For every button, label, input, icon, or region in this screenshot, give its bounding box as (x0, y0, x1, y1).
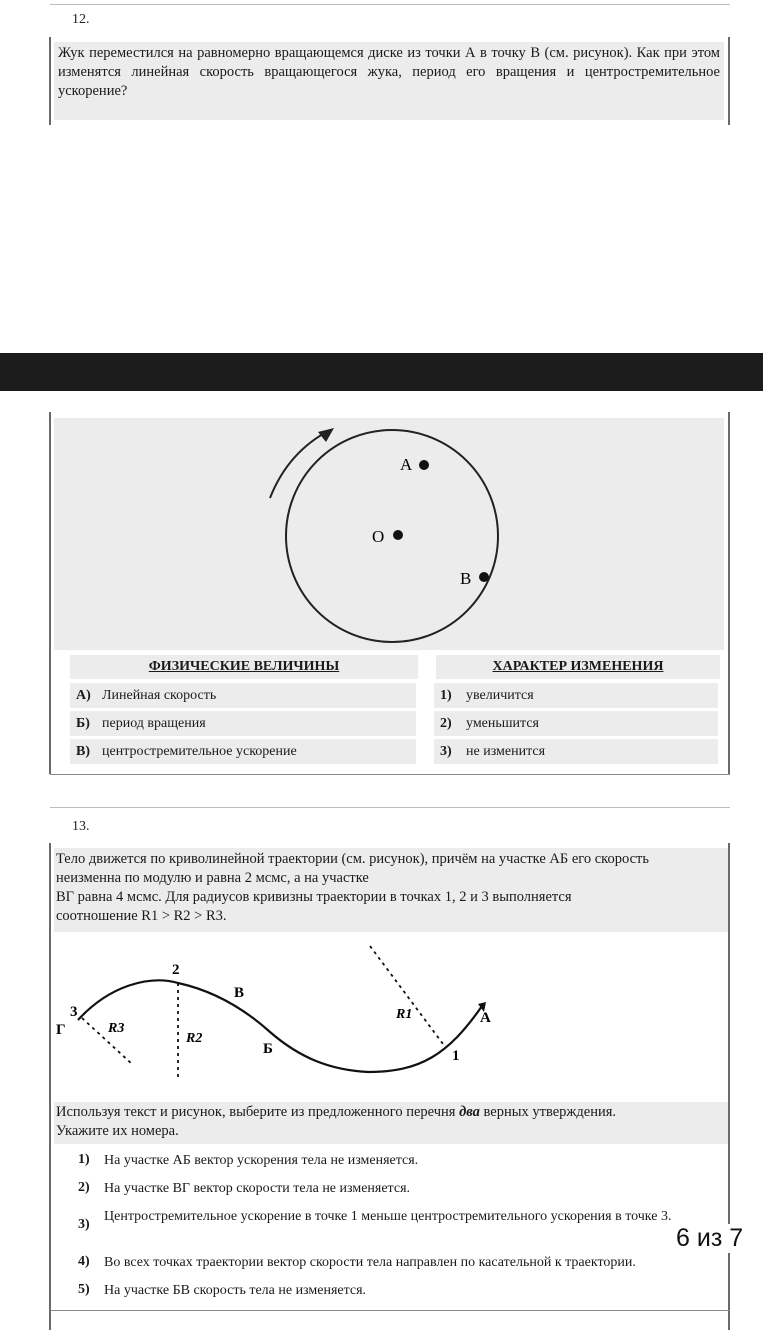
quantity-key: А) (76, 688, 91, 703)
page-indicator: 6 из 7 (672, 1224, 747, 1253)
quantity-text: период вращения (102, 716, 206, 731)
answer-option-1 (56, 1152, 716, 1174)
rotation-arrow (270, 430, 330, 498)
change-row-1 (434, 683, 718, 708)
option-text: На участке ВГ вектор скорости тела не изменяется. (104, 1181, 411, 1196)
change-text: уменьшится (466, 716, 539, 731)
point-b-label: В (460, 569, 472, 588)
table-header-quantities: ФИЗИЧЕСКИЕ ВЕЛИЧИНЫ (70, 655, 418, 679)
point-a-dot (419, 460, 429, 470)
point-2-label: 2 (172, 962, 180, 978)
instruction-post: верных утверждения. (479, 1104, 617, 1120)
option-number: 4) (78, 1254, 90, 1269)
option-number: 5) (78, 1282, 90, 1297)
point-a-label: А (480, 1010, 491, 1026)
quantity-row-a (70, 683, 416, 708)
radius-r3-label: R3 (108, 1021, 125, 1036)
instruction-pre: Используя текст и рисунок, выберите из предложенного перечня (56, 1104, 460, 1120)
quantity-key: Б) (76, 716, 90, 731)
trajectory-curve (78, 980, 482, 1072)
q13-top-rule (50, 807, 730, 808)
answer-option-3 (56, 1208, 716, 1246)
table-header-change: ХАРАКТЕР ИЗМЕНЕНИЯ (436, 655, 720, 679)
q13-bottom-rule (50, 1310, 730, 1311)
change-row-2 (434, 711, 718, 736)
radius-r3-line (82, 1018, 132, 1064)
quantity-row-b (70, 711, 416, 736)
answer-option-5 (56, 1282, 716, 1304)
instruction-emphasis: два (459, 1104, 480, 1120)
quantity-key: В) (76, 744, 90, 759)
question-13-number: 13. (72, 819, 90, 834)
radius-r2-label: R2 (186, 1031, 203, 1046)
change-key: 3) (440, 744, 452, 759)
change-row-3 (434, 739, 718, 764)
q13-text-line: соотношение R1 > R2 > R3. (56, 908, 227, 924)
q13-text-line: неизменна по модулю и равна 2 мсмс, а на участке (56, 870, 369, 886)
trajectory-figure (0, 900, 763, 1100)
point-g-label: Г (56, 1022, 66, 1038)
q13-text-line: ВГ равна 4 мсмс. Для радиусов кривизны траектории в точках 1, 2 и 3 выполняется (56, 889, 572, 905)
q13-text-line: Тело движется по криволинейной траектории (см. рисунок), причём на участке АБ его скорость (56, 851, 649, 867)
change-text: не изменится (466, 744, 546, 759)
change-key: 1) (440, 688, 452, 703)
point-v-label: В (234, 985, 245, 1001)
question-12-text: Жук переместился на равномерно вращающемся диске из точки А в точку В (см. рисунок). Как при этом изменятся линейная скорость вращающегося жука, период его вращения и центростремительное ускорение? (54, 42, 724, 120)
question-12-number: 12. (72, 12, 90, 27)
disk-circle (286, 430, 498, 642)
quantity-text: центростремительное ускорение (102, 744, 297, 759)
answer-option-4 (56, 1254, 716, 1276)
point-a-label: А (400, 455, 413, 474)
point-o-label: О (372, 527, 385, 546)
q12-bottom-rule (50, 774, 730, 775)
option-number: 3) (78, 1217, 90, 1232)
point-b-dot (479, 572, 489, 582)
q13-instruction (54, 1102, 728, 1144)
option-number: 1) (78, 1152, 90, 1167)
option-text: Центростремительное ускорение в точке 1 меньше центростремительного ускорения в точке 3. (104, 1209, 672, 1224)
point-1-label: 1 (452, 1048, 460, 1064)
change-text: увеличится (466, 688, 534, 703)
quantity-row-v (70, 739, 416, 764)
instruction-line-1 (56, 1103, 726, 1122)
quantity-text: Линейная скорость (102, 688, 217, 703)
answer-option-2 (56, 1180, 716, 1202)
point-o-dot (393, 530, 403, 540)
point-b-label: Б (263, 1041, 273, 1057)
instruction-line-2: Укажите их номера. (56, 1123, 179, 1139)
option-number: 2) (78, 1180, 90, 1195)
option-text: Во всех точках траектории вектор скорости тела направлен по касательной к траектории. (104, 1255, 636, 1270)
option-text: На участке АБ вектор ускорения тела не изменяется. (104, 1153, 419, 1168)
radius-r1-line (370, 946, 446, 1048)
radius-r1-label: R1 (396, 1007, 413, 1022)
option-text: На участке БВ скорость тела не изменяется. (104, 1283, 367, 1298)
point-3-label: 3 (70, 1004, 78, 1020)
change-key: 2) (440, 716, 452, 731)
